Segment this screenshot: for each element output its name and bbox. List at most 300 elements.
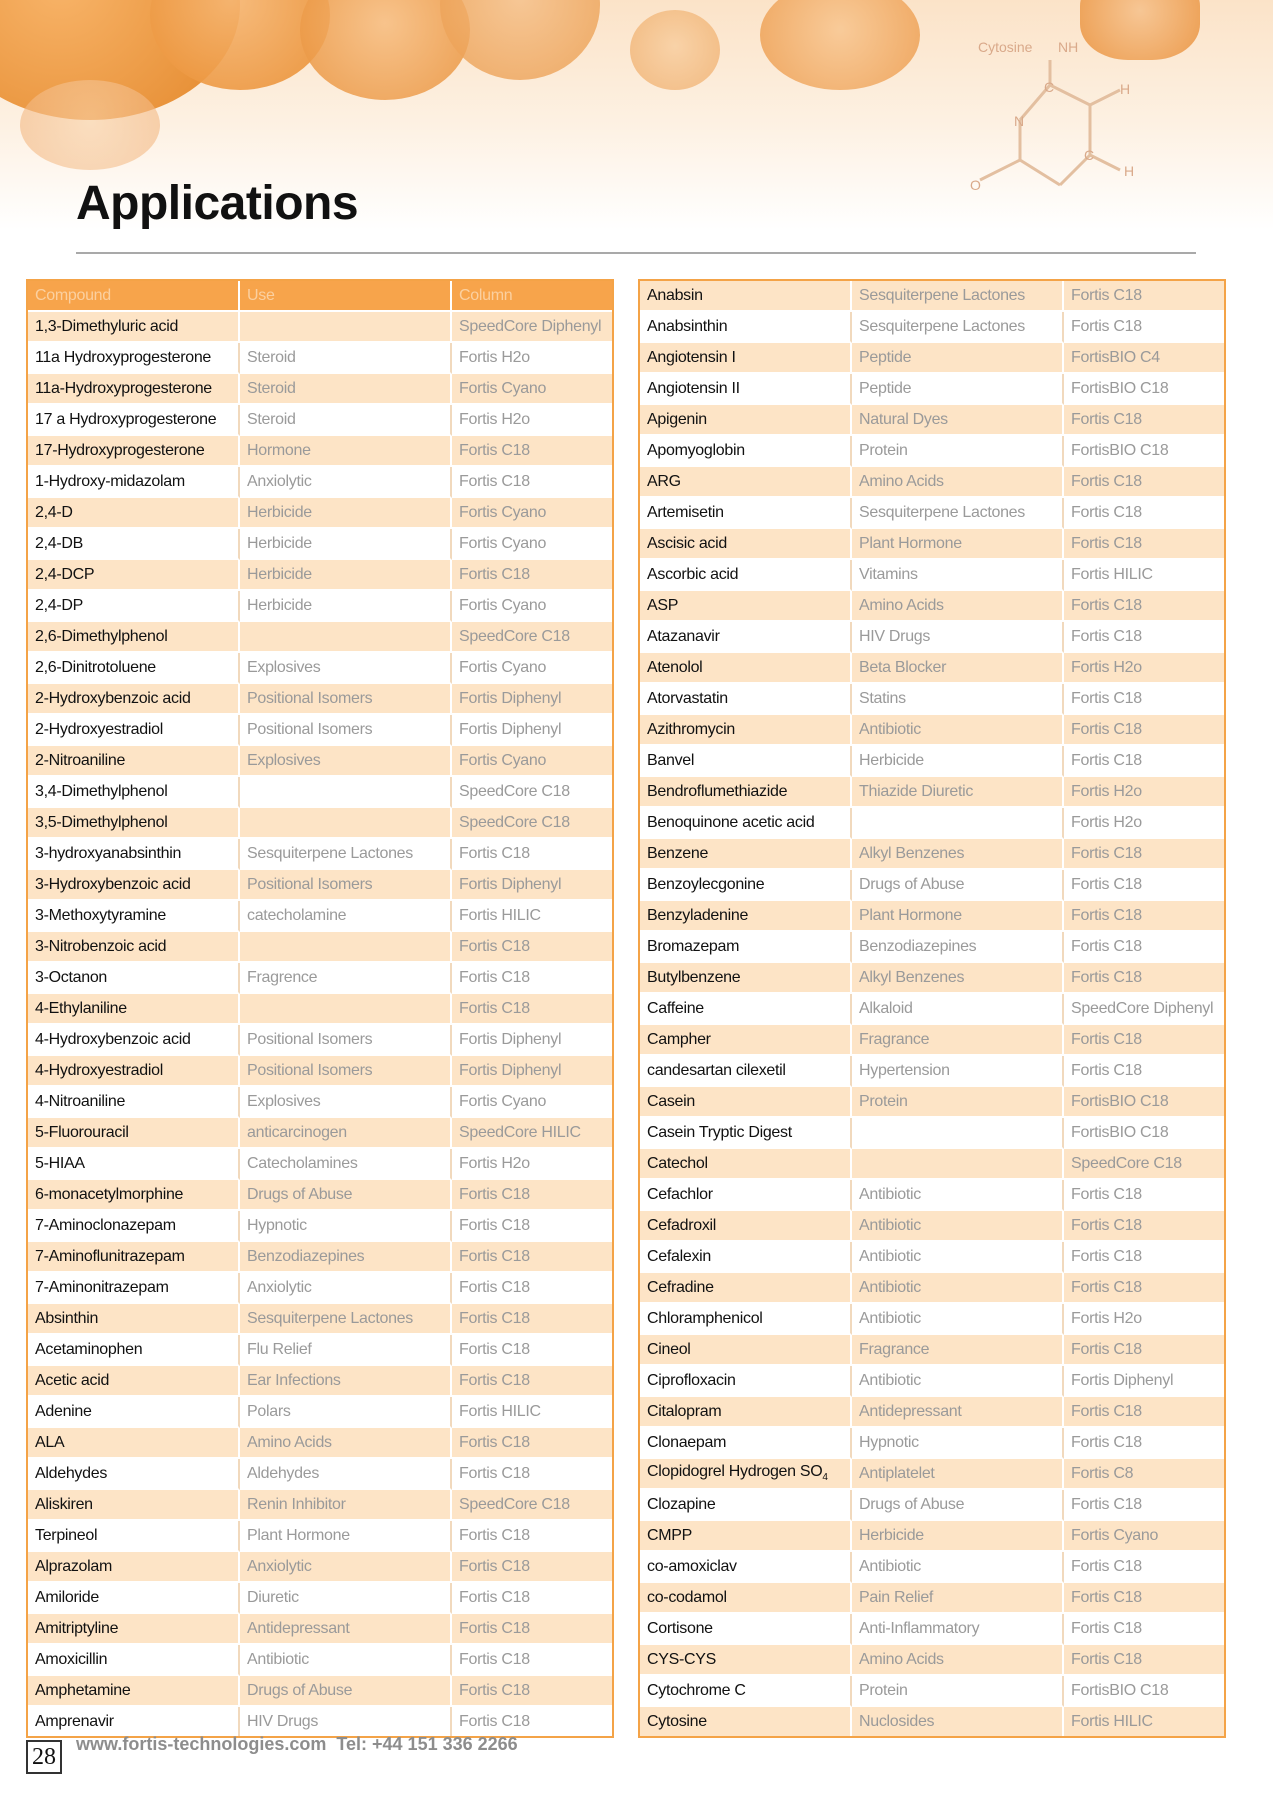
- use-cell: [852, 467, 1064, 498]
- column-cell: [1064, 591, 1224, 622]
- use-cell-text: Positional Isomers: [247, 875, 373, 893]
- compound-cell: [640, 1397, 852, 1428]
- column-cell-text: SpeedCore C18: [459, 627, 570, 645]
- column-cell: [1064, 374, 1224, 405]
- compound-cell: [640, 1366, 852, 1397]
- table-row: [640, 1490, 1224, 1521]
- compound-cell-text: 2-Nitroaniline: [35, 751, 126, 769]
- use-cell-text: Alkyl Benzenes: [859, 968, 965, 986]
- compound-cell: [28, 870, 240, 901]
- compound-cell-text: 3-Hydroxybenzoic acid: [35, 875, 191, 893]
- table-row: [640, 932, 1224, 963]
- use-cell-text: Steroid: [247, 379, 296, 397]
- table-row: [640, 374, 1224, 405]
- table-row: [640, 1025, 1224, 1056]
- use-cell: [240, 374, 452, 405]
- column-cell-text: Fortis C18: [459, 1650, 530, 1668]
- use-cell-text: Drugs of Abuse: [859, 875, 965, 893]
- table-row: [640, 1242, 1224, 1273]
- column-cell: [452, 436, 612, 467]
- compound-cell-text: 3-Octanon: [35, 968, 108, 986]
- use-cell: [852, 1304, 1064, 1335]
- use-cell-text: Antibiotic: [247, 1650, 309, 1668]
- use-cell: [852, 1459, 1064, 1490]
- compound-cell: [640, 1056, 852, 1087]
- use-cell: [240, 591, 452, 622]
- column-cell-text: Fortis C18: [1071, 1619, 1142, 1637]
- column-cell: [452, 1366, 612, 1397]
- column-cell: [452, 467, 612, 498]
- compound-cell: [640, 281, 852, 312]
- table-row: [640, 1056, 1224, 1087]
- table-row: [640, 312, 1224, 343]
- compound-cell-text: 3-hydroxyanabsinthin: [35, 844, 182, 862]
- column-cell-text: Fortis C18: [1071, 720, 1142, 738]
- banner-n-label: N: [1014, 113, 1025, 129]
- use-cell-text: Hypertension: [859, 1061, 950, 1079]
- compound-cell-text: Cefradine: [647, 1278, 714, 1296]
- table-row: [640, 591, 1224, 622]
- compound-cell-text: Caffeine: [647, 999, 704, 1017]
- column-cell: [1064, 281, 1224, 312]
- use-cell-text: Hormone: [247, 441, 311, 459]
- column-cell: [452, 1552, 612, 1583]
- compound-cell: [28, 1583, 240, 1614]
- column-cell: [1064, 405, 1224, 436]
- table-row: [28, 1521, 612, 1552]
- use-cell-text: Antibiotic: [859, 1247, 921, 1265]
- use-cell-text: catecholamine: [247, 906, 347, 924]
- column-cell: [452, 1025, 612, 1056]
- compound-cell-text: Cefachlor: [647, 1185, 713, 1203]
- use-cell-text: Herbicide: [247, 596, 312, 614]
- use-cell: [852, 1335, 1064, 1366]
- column-cell-text: Fortis C18: [459, 1557, 530, 1575]
- banner-orange-circle: [20, 80, 160, 170]
- table-row: [640, 870, 1224, 901]
- banner-h-label: H: [1120, 81, 1131, 97]
- column-cell-text: Fortis C18: [1071, 1061, 1142, 1079]
- compound-cell-text: Atazanavir: [647, 627, 720, 645]
- compound-cell: [640, 1149, 852, 1180]
- use-cell: [852, 1149, 1064, 1180]
- use-cell-text: Plant Hormone: [859, 906, 962, 924]
- table-row: [640, 715, 1224, 746]
- column-cell-text: Fortis C18: [459, 1247, 530, 1265]
- column-cell-text: Fortis C18: [459, 1712, 530, 1730]
- compound-cell-text: 3-Nitrobenzoic acid: [35, 937, 167, 955]
- header-column: Column: [452, 281, 612, 312]
- use-cell-text: Drugs of Abuse: [247, 1185, 353, 1203]
- table-row: [28, 1366, 612, 1397]
- column-cell: [452, 374, 612, 405]
- use-cell-text: Anxiolytic: [247, 472, 312, 490]
- column-cell-text: Fortis H2o: [459, 1154, 530, 1172]
- table-body-right: [640, 281, 1224, 1736]
- table-row: [28, 653, 612, 684]
- column-cell-text: Fortis C18: [1071, 1247, 1142, 1265]
- column-cell: [1064, 963, 1224, 994]
- compound-cell: [28, 1521, 240, 1552]
- column-cell-text: Fortis C18: [1071, 286, 1142, 304]
- compound-cell-text: Terpineol: [35, 1526, 98, 1544]
- compound-cell: [640, 684, 852, 715]
- compound-cell-text: 11a-Hydroxyprogesterone: [35, 379, 212, 397]
- use-cell: [240, 1211, 452, 1242]
- compound-cell-text: 5-Fluorouracil: [35, 1123, 129, 1141]
- column-cell: [1064, 1583, 1224, 1614]
- table-row: [640, 1552, 1224, 1583]
- table-row: [640, 808, 1224, 839]
- use-cell-text: Renin Inhibitor: [247, 1495, 346, 1513]
- compound-cell-text: 4-Hydroxybenzoic acid: [35, 1030, 191, 1048]
- compound-cell: [640, 963, 852, 994]
- column-cell-text: Fortis H2o: [459, 348, 530, 366]
- use-cell-text: Vitamins: [859, 565, 918, 583]
- table-row: [28, 715, 612, 746]
- compound-cell: [28, 746, 240, 777]
- column-cell-text: Fortis C18: [1071, 1340, 1142, 1358]
- compound-cell-text: Chloramphenicol: [647, 1309, 763, 1327]
- compound-cell: [640, 1490, 852, 1521]
- compound-cell: [640, 932, 852, 963]
- column-cell: [1064, 1087, 1224, 1118]
- column-cell-text: FortisBIO C4: [1071, 348, 1160, 366]
- table-row: [640, 1459, 1224, 1490]
- use-cell-text: Herbicide: [247, 534, 312, 552]
- column-cell: [1064, 839, 1224, 870]
- use-cell-text: Natural Dyes: [859, 410, 948, 428]
- use-cell: [240, 808, 452, 839]
- compound-cell-text: Apigenin: [647, 410, 707, 428]
- column-cell: [452, 343, 612, 374]
- use-cell: [240, 1676, 452, 1707]
- use-cell: [852, 932, 1064, 963]
- compound-cell: [640, 1459, 852, 1490]
- compound-cell-text: Bendroflumethiazide: [647, 782, 788, 800]
- table-row: [640, 1087, 1224, 1118]
- use-cell-text: Fragrance: [859, 1030, 930, 1048]
- table-row: [28, 1459, 612, 1490]
- use-cell-text: Drugs of Abuse: [247, 1681, 353, 1699]
- use-cell: [240, 560, 452, 591]
- use-cell: [852, 1676, 1064, 1707]
- use-cell: [240, 343, 452, 374]
- use-cell-text: HIV Drugs: [859, 627, 931, 645]
- column-cell: [452, 1459, 612, 1490]
- column-cell-text: FortisBIO C18: [1071, 1123, 1169, 1141]
- column-cell: [1064, 1180, 1224, 1211]
- compound-cell: [28, 1087, 240, 1118]
- column-cell-text: Fortis C18: [459, 1526, 530, 1544]
- compound-cell-text: Atenolol: [647, 658, 703, 676]
- use-cell-text: Polars: [247, 1402, 291, 1420]
- cytosine-structure-icon: [960, 30, 1260, 210]
- compound-cell: [640, 1180, 852, 1211]
- use-cell-text: Steroid: [247, 410, 296, 428]
- column-cell: [452, 1521, 612, 1552]
- compound-cell: [28, 1397, 240, 1428]
- use-cell-text: Benzodiazepines: [247, 1247, 365, 1265]
- compound-cell: [640, 591, 852, 622]
- column-cell: [452, 870, 612, 901]
- table-row: [28, 1118, 612, 1149]
- column-cell: [452, 1335, 612, 1366]
- table-row: [640, 684, 1224, 715]
- column-cell: [452, 1397, 612, 1428]
- use-cell: [852, 1552, 1064, 1583]
- compound-cell: [28, 312, 240, 343]
- column-cell: [452, 808, 612, 839]
- compound-cell-text: Amprenavir: [35, 1712, 114, 1730]
- compound-cell: [28, 1428, 240, 1459]
- compound-cell-text: Casein: [647, 1092, 696, 1110]
- column-cell: [1064, 777, 1224, 808]
- use-cell: [240, 839, 452, 870]
- compound-cell-text: 3,4-Dimethylphenol: [35, 782, 168, 800]
- use-cell: [240, 1707, 452, 1736]
- column-cell-text: Fortis Diphenyl: [459, 1061, 562, 1079]
- compound-cell: [28, 1459, 240, 1490]
- column-cell-text: Fortis H2o: [1071, 658, 1142, 676]
- column-cell: [1064, 1614, 1224, 1645]
- compound-cell-text: 7-Aminoflunitrazepam: [35, 1247, 185, 1265]
- title-divider: [76, 252, 1196, 254]
- compound-cell-text: Benzene: [647, 844, 709, 862]
- compound-cell-text: Catechol: [647, 1154, 708, 1172]
- compound-cell-text: 2,4-DB: [35, 534, 83, 552]
- use-cell: [240, 994, 452, 1025]
- column-cell-text: Fortis C18: [459, 968, 530, 986]
- use-cell: [240, 1552, 452, 1583]
- use-cell-text: Explosives: [247, 658, 321, 676]
- compound-cell: [640, 1676, 852, 1707]
- column-cell-text: Fortis C18: [459, 1185, 530, 1203]
- column-cell: [1064, 467, 1224, 498]
- compound-cell-text: Apomyoglobin: [647, 441, 745, 459]
- compound-cell-text: Angiotensin I: [647, 348, 736, 366]
- compound-cell: [640, 777, 852, 808]
- applications-table-left: [26, 279, 614, 1738]
- column-cell-text: Fortis C18: [459, 937, 530, 955]
- compound-cell-text: Aliskiren: [35, 1495, 93, 1513]
- compound-cell-text: Alprazolam: [35, 1557, 113, 1575]
- table-row: [640, 467, 1224, 498]
- table-body-left: [28, 312, 612, 1736]
- use-cell: [240, 436, 452, 467]
- column-cell-text: Fortis C18: [459, 999, 530, 1017]
- column-cell: [1064, 870, 1224, 901]
- use-cell-text: Explosives: [247, 1092, 321, 1110]
- use-cell: [240, 529, 452, 560]
- compound-cell-text: Clozapine: [647, 1495, 716, 1513]
- use-cell: [240, 1614, 452, 1645]
- use-cell: [240, 1521, 452, 1552]
- compound-cell-text: candesartan cilexetil: [647, 1061, 786, 1079]
- compound-cell: [640, 1614, 852, 1645]
- column-cell-text: SpeedCore C18: [459, 813, 570, 831]
- column-cell: [452, 715, 612, 746]
- use-cell: [240, 1087, 452, 1118]
- compound-cell-text: Cytochrome C: [647, 1681, 746, 1699]
- column-cell-text: Fortis C18: [459, 1681, 530, 1699]
- use-cell: [852, 1583, 1064, 1614]
- column-cell: [452, 529, 612, 560]
- use-cell: [852, 653, 1064, 684]
- banner-orange-circle: [440, 0, 600, 80]
- compound-cell: [640, 467, 852, 498]
- column-cell: [1064, 312, 1224, 343]
- compound-cell-text: Angiotensin II: [647, 379, 740, 397]
- use-cell-text: Peptide: [859, 348, 912, 366]
- compound-cell: [28, 467, 240, 498]
- table-row: [28, 1025, 612, 1056]
- use-cell-text: Amino Acids: [247, 1433, 332, 1451]
- column-cell-text: Fortis C18: [1071, 627, 1142, 645]
- column-cell: [1064, 343, 1224, 374]
- compound-cell-text: Casein Tryptic Digest: [647, 1123, 792, 1141]
- use-cell: [240, 622, 452, 653]
- use-cell: [852, 312, 1064, 343]
- use-cell: [240, 467, 452, 498]
- compound-subscript: 4: [822, 1472, 828, 1484]
- compound-cell-text: Acetic acid: [35, 1371, 110, 1389]
- column-cell: [1064, 932, 1224, 963]
- compound-cell: [28, 1149, 240, 1180]
- compound-cell: [28, 343, 240, 374]
- use-cell: [852, 870, 1064, 901]
- column-cell-text: Fortis Cyano: [459, 658, 547, 676]
- column-cell-text: Fortis C18: [1071, 875, 1142, 893]
- column-cell: [452, 994, 612, 1025]
- compound-cell: [640, 994, 852, 1025]
- use-cell-text: Sesquiterpene Lactones: [859, 503, 1025, 521]
- column-cell: [452, 1490, 612, 1521]
- use-cell: [240, 746, 452, 777]
- use-cell-text: Plant Hormone: [247, 1526, 350, 1544]
- compound-cell: [640, 839, 852, 870]
- column-cell: [452, 1645, 612, 1676]
- compound-cell: [28, 1335, 240, 1366]
- compound-cell-text: Cineol: [647, 1340, 691, 1358]
- use-cell-text: Antibiotic: [859, 1216, 921, 1234]
- use-cell: [852, 1397, 1064, 1428]
- column-cell-text: Fortis C18: [459, 1371, 530, 1389]
- table-row: [28, 746, 612, 777]
- use-cell-text: Beta Blocker: [859, 658, 947, 676]
- use-cell-text: Herbicide: [859, 1526, 924, 1544]
- table-row: [640, 901, 1224, 932]
- compound-cell: [28, 1025, 240, 1056]
- use-cell-text: Ear Infections: [247, 1371, 341, 1389]
- column-cell-text: Fortis C18: [459, 1433, 530, 1451]
- compound-cell: [28, 994, 240, 1025]
- table-row: [28, 1273, 612, 1304]
- use-cell-text: Hypnotic: [247, 1216, 307, 1234]
- column-cell: [452, 1149, 612, 1180]
- table-row: [28, 1645, 612, 1676]
- table-row: [640, 529, 1224, 560]
- banner-cytosine-label: Cytosine: [978, 39, 1033, 55]
- use-cell-text: Drugs of Abuse: [859, 1495, 965, 1513]
- use-cell-text: Positional Isomers: [247, 1061, 373, 1079]
- use-cell-text: Herbicide: [247, 503, 312, 521]
- table-row: [28, 1149, 612, 1180]
- table-row: [640, 1676, 1224, 1707]
- use-cell: [852, 1211, 1064, 1242]
- use-cell: [240, 684, 452, 715]
- use-cell-text: Alkyl Benzenes: [859, 844, 965, 862]
- use-cell: [852, 281, 1064, 312]
- column-cell-text: Fortis C18: [459, 1588, 530, 1606]
- column-cell: [452, 777, 612, 808]
- compound-cell: [640, 1645, 852, 1676]
- compound-cell: [28, 808, 240, 839]
- column-cell: [452, 1118, 612, 1149]
- column-cell-text: Fortis C18: [459, 565, 530, 583]
- compound-cell-text: CMPP: [647, 1526, 693, 1544]
- compound-cell: [640, 901, 852, 932]
- table-row: [640, 1180, 1224, 1211]
- table-row: [28, 1242, 612, 1273]
- use-cell: [852, 498, 1064, 529]
- use-cell: [852, 994, 1064, 1025]
- column-cell-text: Fortis C18: [1071, 1588, 1142, 1606]
- table-row: [640, 1583, 1224, 1614]
- table-row: [28, 839, 612, 870]
- column-cell: [452, 1211, 612, 1242]
- compound-cell-text: 3-Methoxytyramine: [35, 906, 166, 924]
- use-cell: [240, 1056, 452, 1087]
- column-cell: [452, 1273, 612, 1304]
- table-row: [28, 901, 612, 932]
- column-cell-text: Fortis C18: [1071, 1278, 1142, 1296]
- column-cell: [1064, 994, 1224, 1025]
- column-cell-text: Fortis H2o: [459, 410, 530, 428]
- use-cell-text: Positional Isomers: [247, 689, 373, 707]
- column-cell-text: Fortis C18: [1071, 751, 1142, 769]
- column-cell-text: Fortis Diphenyl: [459, 1030, 562, 1048]
- column-cell: [452, 1056, 612, 1087]
- column-cell-text: Fortis C18: [1071, 1216, 1142, 1234]
- page-title: Applications: [76, 177, 359, 230]
- column-cell: [452, 1614, 612, 1645]
- compound-cell: [28, 1056, 240, 1087]
- table-row: [28, 1490, 612, 1521]
- column-cell-text: Fortis HILIC: [459, 1402, 541, 1420]
- use-cell: [240, 1490, 452, 1521]
- column-cell: [1064, 684, 1224, 715]
- column-cell-text: Fortis C8: [1071, 1464, 1134, 1482]
- use-cell: [240, 1304, 452, 1335]
- column-cell: [1064, 1273, 1224, 1304]
- column-cell: [1064, 808, 1224, 839]
- table-row: [28, 467, 612, 498]
- column-cell-text: Fortis C18: [1071, 689, 1142, 707]
- compound-cell: [28, 1366, 240, 1397]
- use-cell: [240, 932, 452, 963]
- table-row: [28, 1056, 612, 1087]
- table-row: [640, 1521, 1224, 1552]
- compound-cell-text: Cefalexin: [647, 1247, 712, 1265]
- column-cell-text: Fortis C18: [1071, 410, 1142, 428]
- use-cell-text: Antibiotic: [859, 1371, 921, 1389]
- use-cell-text: Anti-Inflammatory: [859, 1619, 980, 1637]
- use-cell: [240, 963, 452, 994]
- compound-cell-text: Benzoylecgonine: [647, 875, 765, 893]
- compound-cell-text: 1-Hydroxy-midazolam: [35, 472, 185, 490]
- column-cell-text: Fortis Diphenyl: [1071, 1371, 1174, 1389]
